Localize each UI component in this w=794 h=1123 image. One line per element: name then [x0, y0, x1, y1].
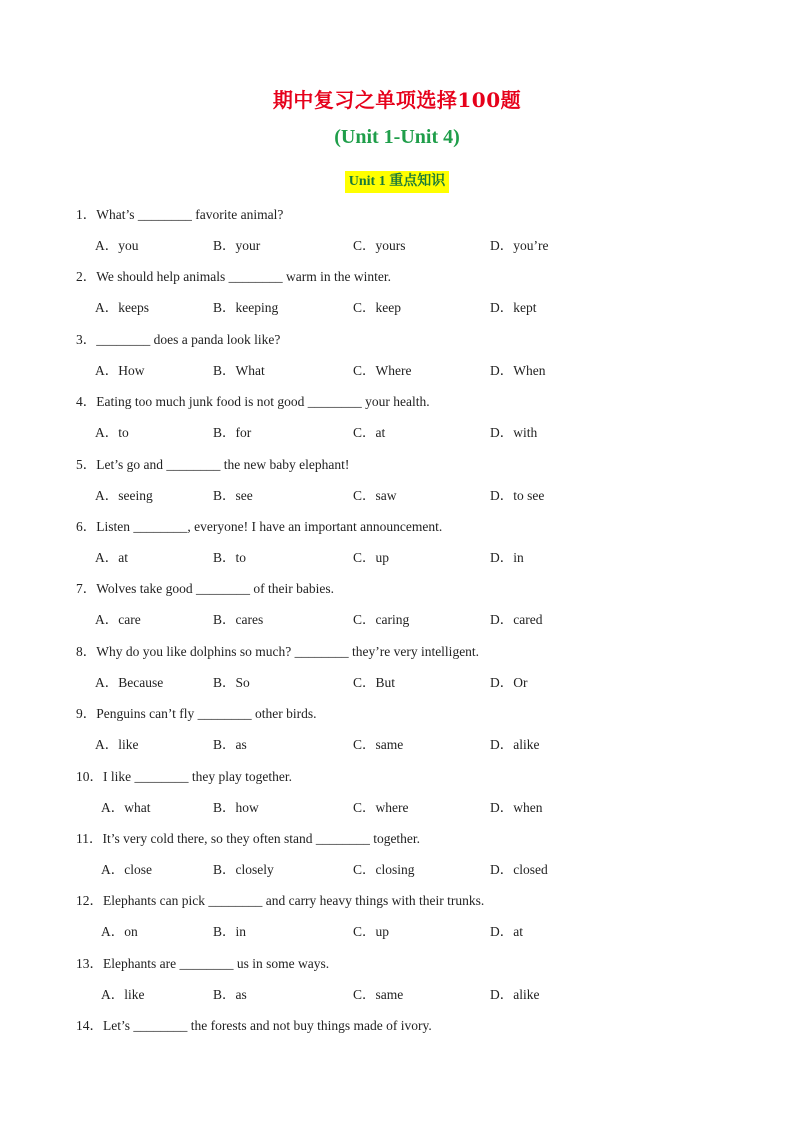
question-text: 1．What’s ________ favorite animal?	[76, 207, 284, 222]
question-text: 7．Wolves take good ________ of their babies.	[76, 581, 334, 597]
question-text: 6．Listen ________, everyone! I have an important announcement.	[76, 518, 443, 534]
question-text: 13．Elephants are ________ us in some ways.	[76, 955, 330, 971]
answer-option-b: B．cares	[213, 612, 264, 628]
question-item	[76, 642, 756, 704]
question-text: 3．________ does a panda look like?	[76, 331, 281, 347]
answer-option-b: B．as	[213, 737, 247, 753]
answer-option-c: C．at	[353, 425, 386, 441]
answer-option-c: C．yours	[353, 238, 406, 253]
section-label: Unit 1 重点知识	[345, 171, 449, 193]
answer-option-c: C．same	[353, 986, 404, 1002]
answer-option-d: D．alike	[490, 737, 540, 753]
answer-options	[95, 423, 695, 443]
document-title: 期中复习之单项选择100题	[272, 88, 522, 112]
answer-option-d: D．When	[490, 362, 546, 378]
answer-option-d: D．when	[490, 799, 543, 815]
question-item	[76, 1016, 756, 1078]
document-subtitle: (Unit 1-Unit 4)	[334, 126, 460, 148]
answer-option-c: C．caring	[353, 612, 410, 628]
answer-options	[101, 798, 701, 818]
answer-option-a: A．close	[101, 861, 152, 877]
answer-option-a: A．like	[95, 737, 139, 753]
answer-option-c: C．Where	[353, 362, 412, 378]
answer-option-a: A．you	[95, 238, 139, 253]
answer-options	[95, 361, 695, 381]
answer-options	[95, 298, 695, 318]
answer-option-a: A．on	[101, 924, 138, 940]
question-item	[76, 891, 756, 953]
answer-options	[95, 735, 695, 755]
answer-option-d: D．at	[490, 924, 523, 940]
answer-option-b: B．So	[213, 674, 250, 690]
answer-option-a: A．what	[101, 799, 151, 815]
answer-options	[95, 610, 695, 630]
question-item	[76, 330, 756, 392]
answer-option-b: B．in	[213, 924, 247, 940]
answer-option-a: A．Because	[95, 674, 164, 690]
answer-options	[101, 922, 701, 942]
question-text: 10．I like ________ they play together.	[76, 768, 292, 784]
question-item	[76, 829, 756, 891]
answer-option-c: C．closing	[353, 861, 415, 877]
answer-option-d: D．with	[490, 425, 538, 441]
question-item	[76, 517, 756, 579]
answer-option-b: B．how	[213, 799, 259, 815]
answer-option-a: A．care	[95, 612, 141, 628]
answer-option-c: C．up	[353, 924, 390, 940]
question-text: 8．Why do you like dolphins so much? ________ they’re very intelligent.	[76, 643, 480, 659]
answer-option-d: D．to see	[490, 487, 545, 503]
answer-option-a: A．to	[95, 425, 129, 441]
answer-option-b: B．for	[213, 425, 252, 441]
question-item	[76, 704, 756, 766]
answer-option-b: B．keeping	[213, 300, 279, 316]
answer-option-b: B．to	[213, 549, 247, 565]
answer-option-c: C．saw	[353, 487, 397, 503]
answer-option-b: B．as	[213, 986, 247, 1002]
answer-option-a: A．keeps	[95, 300, 149, 316]
answer-option-c: C．keep	[353, 300, 401, 316]
answer-option-d: D．alike	[490, 986, 540, 1002]
question-item	[76, 267, 756, 329]
answer-option-a: A．like	[101, 986, 145, 1002]
answer-options	[101, 860, 701, 880]
question-list	[76, 205, 756, 1078]
answer-option-d: D．Or	[490, 674, 528, 690]
answer-option-c: C．same	[353, 737, 404, 753]
answer-option-a: A．at	[95, 549, 128, 565]
question-item	[76, 767, 756, 829]
answer-option-b: B．your	[213, 238, 261, 253]
answer-option-d: D．closed	[490, 861, 548, 877]
answer-option-d: D．cared	[490, 612, 543, 628]
answer-option-d: D．in	[490, 549, 524, 565]
question-item	[76, 205, 756, 267]
answer-option-c: C．But	[353, 674, 396, 690]
answer-options	[101, 985, 701, 1005]
answer-option-b: B．closely	[213, 861, 274, 877]
question-text: 2．We should help animals ________ warm in the winter.	[76, 269, 391, 285]
question-text: 4．Eating too much junk food is not good ________ your health.	[76, 394, 430, 410]
question-text: 14．Let’s ________ the forests and not buy things made of ivory.	[76, 1018, 432, 1034]
question-text: 11．It’s very cold there, so they often stand ________ together.	[76, 830, 421, 846]
answer-option-b: B．What	[213, 362, 265, 378]
answer-option-c: C．up	[353, 549, 390, 565]
answer-options	[95, 673, 695, 693]
question-item	[76, 455, 756, 517]
answer-options	[95, 548, 695, 568]
answer-option-c: C．where	[353, 799, 409, 815]
answer-option-d: D．you’re	[490, 238, 549, 253]
question-item	[76, 392, 756, 454]
answer-options	[95, 486, 695, 506]
question-text: 12．Elephants can pick ________ and carry heavy things with their trunks.	[76, 893, 485, 909]
question-text: 9．Penguins can’t fly ________ other birds.	[76, 706, 317, 722]
answer-option-a: A．seeing	[95, 487, 153, 503]
question-text: 5．Let’s go and ________ the new baby elephant!	[76, 456, 350, 472]
answer-option-a: A．How	[95, 362, 145, 378]
question-item	[76, 579, 756, 641]
section-label-wrap	[0, 170, 794, 193]
answer-option-d: D．kept	[490, 300, 537, 316]
question-item	[76, 954, 756, 1016]
answer-option-b: B．see	[213, 487, 253, 503]
answer-options	[95, 236, 695, 256]
